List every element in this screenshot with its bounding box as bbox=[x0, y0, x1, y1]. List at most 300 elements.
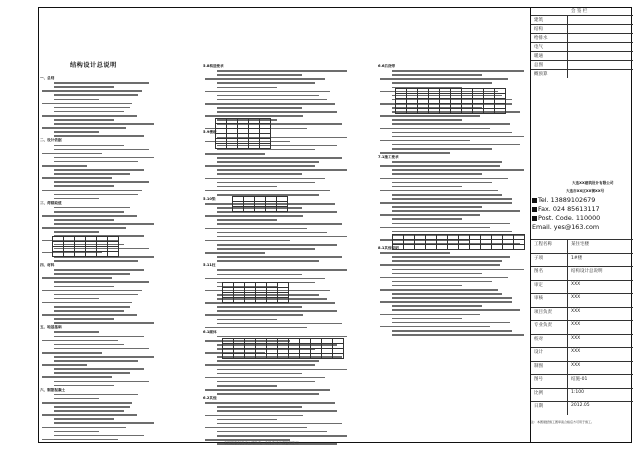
text-bar bbox=[54, 207, 130, 209]
text-bar bbox=[217, 419, 277, 421]
text-bar bbox=[54, 211, 124, 213]
countersign-row bbox=[531, 42, 633, 51]
countersign-label: 暖通 bbox=[534, 54, 543, 59]
text-bar bbox=[54, 368, 144, 370]
company-stamp bbox=[532, 178, 630, 236]
company-tel: Tel. 13889102679 bbox=[532, 196, 595, 204]
text-bar bbox=[392, 269, 524, 271]
text-bar bbox=[54, 86, 114, 88]
info-label: 审核 bbox=[534, 296, 543, 301]
countersign-row bbox=[531, 69, 633, 78]
text-bar bbox=[42, 190, 142, 192]
text-bar bbox=[392, 173, 482, 175]
text-bar bbox=[205, 252, 265, 254]
countersign-label: 电气 bbox=[534, 45, 543, 50]
text-bar bbox=[392, 136, 524, 138]
text-bar bbox=[380, 301, 512, 303]
text-bar bbox=[42, 314, 137, 316]
info-label: 制图 bbox=[534, 363, 543, 369]
info-value: XXX bbox=[571, 349, 581, 354]
text-bar bbox=[217, 87, 277, 89]
text-bar bbox=[392, 318, 462, 320]
info-label: 专业负责 bbox=[534, 323, 552, 328]
text-bar bbox=[205, 364, 315, 366]
company-address: 大连市XX区XX街XX号 bbox=[566, 189, 605, 193]
text-bar bbox=[42, 302, 132, 304]
text-bar bbox=[217, 423, 342, 425]
text-bar bbox=[217, 310, 337, 312]
text-bar bbox=[54, 318, 114, 320]
load-table bbox=[52, 236, 119, 257]
countersign-label: 结构 bbox=[534, 27, 543, 32]
text-bar bbox=[380, 140, 470, 142]
row-divider bbox=[567, 52, 568, 60]
info-value: XXX bbox=[571, 281, 581, 287]
text-bar bbox=[380, 227, 490, 229]
text-bar bbox=[54, 173, 130, 175]
text-bar bbox=[217, 431, 327, 433]
text-bar bbox=[54, 260, 138, 262]
text-bar bbox=[54, 157, 154, 159]
countersign-label: 概预算 bbox=[534, 72, 548, 77]
text-bar bbox=[380, 178, 508, 180]
text-bar bbox=[217, 111, 337, 113]
text-bar bbox=[42, 227, 126, 229]
text-bar bbox=[392, 218, 462, 220]
text-bar bbox=[217, 256, 342, 258]
text-bar bbox=[217, 373, 302, 375]
text-bar bbox=[54, 273, 130, 275]
info-label: 项目负责 bbox=[534, 309, 552, 315]
text-bar bbox=[54, 381, 149, 383]
text-bar bbox=[392, 293, 502, 295]
text-bar bbox=[380, 115, 480, 117]
text-bar bbox=[205, 190, 330, 192]
text-bar bbox=[380, 314, 480, 316]
text-bar bbox=[54, 418, 114, 420]
text-bar bbox=[205, 415, 303, 417]
text-bar bbox=[54, 286, 114, 288]
company-fax: Fax. 024 85613117 bbox=[532, 205, 600, 213]
text-bar bbox=[54, 131, 99, 133]
countersign-row bbox=[531, 33, 633, 42]
text-bar bbox=[54, 281, 149, 283]
text-bar bbox=[54, 406, 130, 408]
text-bar bbox=[54, 194, 138, 196]
text-bar bbox=[54, 310, 124, 312]
row-divider bbox=[567, 254, 568, 267]
text-bar bbox=[205, 215, 303, 217]
text-bar bbox=[54, 107, 130, 109]
text-bar bbox=[54, 185, 114, 187]
countersign-row bbox=[531, 24, 633, 33]
row-divider bbox=[567, 281, 568, 294]
text-bar bbox=[42, 90, 142, 92]
text-bar bbox=[380, 152, 450, 154]
text-bar bbox=[54, 82, 149, 84]
row-divider bbox=[567, 267, 568, 280]
text-bar bbox=[380, 264, 500, 266]
text-bar bbox=[42, 215, 137, 217]
text-bar bbox=[42, 352, 102, 354]
text-bar bbox=[54, 336, 144, 338]
info-label: 日期 bbox=[534, 404, 543, 409]
text-bar bbox=[392, 119, 462, 121]
notes-column-1 bbox=[40, 76, 158, 442]
text-bar bbox=[205, 78, 325, 80]
text-bar bbox=[380, 128, 490, 130]
text-bar bbox=[205, 389, 330, 391]
row-divider bbox=[567, 348, 568, 361]
text-line bbox=[40, 438, 158, 442]
section-heading: 6.2其他 bbox=[203, 396, 217, 401]
text-bar bbox=[54, 394, 138, 396]
text-bar bbox=[54, 360, 138, 362]
text-bar bbox=[217, 435, 347, 437]
text-bar bbox=[205, 377, 325, 379]
text-bar bbox=[54, 111, 124, 113]
text-bar bbox=[380, 214, 480, 216]
text-bar bbox=[42, 290, 142, 292]
text-bar bbox=[217, 161, 319, 163]
text-bar bbox=[54, 431, 99, 433]
text-bar bbox=[54, 306, 130, 308]
text-bar bbox=[54, 331, 99, 333]
text-bar bbox=[217, 369, 347, 371]
post-icon bbox=[532, 216, 537, 221]
anchor-table bbox=[222, 338, 344, 359]
text-bar bbox=[42, 153, 102, 155]
text-bar bbox=[54, 135, 144, 137]
text-bar bbox=[217, 107, 302, 109]
text-bar bbox=[217, 306, 302, 308]
text-bar bbox=[42, 103, 132, 105]
text-bar bbox=[392, 132, 512, 134]
info-row bbox=[531, 361, 633, 375]
section-heading: 6.6后浇带 bbox=[378, 64, 396, 68]
text-bar bbox=[217, 381, 315, 383]
text-bar bbox=[392, 148, 492, 150]
info-value: XXX bbox=[571, 362, 581, 368]
text-bar bbox=[42, 277, 112, 279]
page-footer: 本图纸版权归本公司所有，未经许可不得复制使用 bbox=[224, 441, 299, 445]
info-row bbox=[531, 374, 633, 388]
text-bar bbox=[392, 285, 462, 287]
text-bar bbox=[54, 372, 130, 374]
text-bar bbox=[217, 232, 327, 234]
info-row bbox=[531, 307, 633, 321]
text-bar bbox=[217, 236, 347, 238]
countersign-header: 会 签 栏 bbox=[571, 9, 588, 14]
text-bar bbox=[217, 70, 347, 72]
text-bar bbox=[392, 260, 502, 262]
text-bar bbox=[217, 244, 337, 246]
text-bar bbox=[380, 190, 498, 192]
text-bar bbox=[205, 103, 335, 105]
text-bar bbox=[42, 439, 118, 441]
info-row bbox=[531, 334, 633, 348]
row-divider bbox=[567, 43, 568, 51]
text-bar bbox=[392, 223, 510, 225]
rebar-table bbox=[222, 282, 289, 303]
row-divider bbox=[567, 389, 568, 402]
text-bar bbox=[42, 364, 87, 366]
lap-length-table bbox=[395, 88, 506, 114]
text-bar bbox=[217, 274, 302, 276]
info-value: 1:100 bbox=[571, 389, 584, 395]
section-heading: 二、设计依据 bbox=[40, 138, 62, 143]
info-row bbox=[531, 266, 633, 280]
countersign-row bbox=[531, 15, 633, 24]
text-bar bbox=[392, 169, 524, 171]
text-bar bbox=[205, 115, 303, 117]
info-row bbox=[531, 293, 633, 307]
text-bar bbox=[42, 165, 87, 167]
section-heading: 5.10梁 bbox=[203, 196, 216, 201]
info-value: XXX bbox=[571, 322, 581, 327]
text-bar bbox=[392, 182, 492, 184]
section-heading: 四、材料 bbox=[40, 262, 55, 267]
text-bar bbox=[392, 194, 502, 196]
countersign-label: 建筑 bbox=[534, 18, 543, 23]
text-bar bbox=[54, 99, 99, 101]
phone-icon bbox=[532, 198, 537, 203]
info-label: 图号 bbox=[534, 377, 543, 382]
info-row bbox=[531, 388, 633, 402]
text-bar bbox=[392, 231, 512, 233]
text-bar bbox=[380, 78, 508, 80]
row-divider bbox=[567, 240, 568, 253]
info-label: 审定 bbox=[534, 282, 543, 288]
text-bar bbox=[380, 277, 508, 279]
text-bar bbox=[54, 398, 99, 400]
section-heading: 7.1施工要求 bbox=[378, 154, 399, 159]
text-bar bbox=[392, 273, 482, 275]
info-value: XXX bbox=[571, 295, 581, 300]
text-bar bbox=[392, 186, 462, 188]
text-bar bbox=[205, 178, 325, 180]
section-heading: 5.9楼板 bbox=[203, 130, 217, 135]
info-row bbox=[531, 401, 633, 415]
text-bar bbox=[54, 298, 99, 300]
text-bar bbox=[392, 206, 482, 208]
row-divider bbox=[567, 321, 568, 334]
text-bar bbox=[205, 91, 330, 93]
info-row bbox=[531, 280, 633, 294]
text-bar bbox=[392, 144, 520, 146]
text-bar bbox=[54, 94, 138, 96]
info-label: 工程名称 bbox=[534, 242, 552, 247]
section-heading: 一、总则 bbox=[40, 76, 55, 80]
text-bar bbox=[380, 252, 450, 254]
row-divider bbox=[567, 70, 568, 78]
info-label: 子项 bbox=[534, 255, 543, 261]
text-bar bbox=[392, 198, 512, 200]
text-bar bbox=[205, 327, 307, 329]
section-heading: 三、荷载取值 bbox=[40, 200, 62, 205]
text-bar bbox=[217, 393, 319, 395]
text-bar bbox=[205, 228, 307, 230]
info-value: XXX bbox=[571, 335, 581, 341]
text-bar bbox=[392, 305, 482, 307]
text-bar bbox=[54, 169, 144, 171]
document-title: 结构设计总说明 bbox=[70, 62, 117, 69]
info-value: 结构设计总说明 bbox=[571, 269, 603, 274]
concrete-table bbox=[232, 196, 288, 212]
countersign-label: 总图 bbox=[534, 63, 543, 68]
text-bar bbox=[217, 173, 302, 175]
text-bar bbox=[380, 326, 490, 328]
text-bar bbox=[205, 427, 307, 429]
text-bar bbox=[205, 240, 290, 242]
text-bar bbox=[42, 177, 112, 179]
title-block-note: 注：本图须经施工图审查合格后方可用于施工。 bbox=[531, 420, 595, 424]
text-bar bbox=[217, 182, 315, 184]
text-bar bbox=[54, 348, 149, 350]
text-bar bbox=[392, 123, 510, 125]
text-bar bbox=[392, 70, 524, 72]
text-bar bbox=[217, 385, 277, 387]
text-bar bbox=[54, 223, 154, 225]
info-value: 结施-01 bbox=[571, 377, 588, 382]
row-divider bbox=[567, 308, 568, 321]
text-bar bbox=[217, 260, 319, 262]
info-value: 1#楼 bbox=[571, 255, 583, 261]
row-divider bbox=[567, 16, 568, 24]
text-bar bbox=[42, 427, 126, 429]
text-bar bbox=[217, 82, 315, 84]
text-bar bbox=[392, 210, 520, 212]
text-bar bbox=[217, 360, 319, 362]
info-value: 2012.05 bbox=[571, 403, 590, 408]
row-divider bbox=[567, 25, 568, 33]
text-bar bbox=[217, 95, 319, 97]
text-bar bbox=[217, 74, 302, 76]
row-divider bbox=[567, 294, 568, 307]
text-bar bbox=[380, 289, 498, 291]
text-bar bbox=[217, 99, 327, 101]
text-bar bbox=[392, 322, 510, 324]
section-heading: 五、地基基础 bbox=[40, 325, 62, 330]
text-bar bbox=[54, 269, 144, 271]
info-label: 比例 bbox=[534, 390, 543, 396]
countersign-row bbox=[531, 51, 633, 60]
text-bar bbox=[54, 385, 114, 387]
text-bar bbox=[54, 410, 124, 412]
info-label: 设计 bbox=[534, 350, 543, 355]
text-bar bbox=[54, 161, 138, 163]
row-divider bbox=[567, 335, 568, 348]
text-bar bbox=[54, 422, 154, 424]
info-row bbox=[531, 253, 633, 267]
company-email: Email. yes@163.com bbox=[532, 223, 600, 231]
text-bar bbox=[42, 402, 132, 404]
text-bar bbox=[54, 231, 99, 233]
text-bar bbox=[54, 181, 149, 183]
info-row bbox=[531, 239, 633, 253]
text-bar bbox=[42, 127, 126, 129]
text-bar bbox=[205, 278, 325, 280]
text-bar bbox=[217, 248, 315, 250]
text-bar bbox=[392, 334, 524, 336]
text-bar bbox=[217, 323, 342, 325]
cover-table bbox=[392, 234, 525, 250]
text-bar bbox=[392, 309, 520, 311]
company-post: Post. Code. 110000 bbox=[532, 214, 600, 222]
text-bar bbox=[54, 119, 114, 121]
text-bar bbox=[205, 402, 335, 404]
info-value: 某住宅楼 bbox=[571, 242, 589, 247]
text-bar bbox=[392, 161, 502, 163]
company-name: 大连XX建筑设计有限公司 bbox=[572, 181, 614, 185]
text-bar bbox=[54, 356, 154, 358]
text-bar bbox=[380, 165, 500, 167]
row-divider bbox=[567, 61, 568, 69]
row-divider bbox=[567, 362, 568, 375]
section-heading: 六、钢筋混凝土 bbox=[40, 387, 66, 392]
text-bar bbox=[217, 149, 315, 151]
text-bar bbox=[217, 406, 302, 408]
text-bar bbox=[217, 319, 277, 321]
text-bar bbox=[205, 314, 303, 316]
text-bar bbox=[205, 153, 265, 155]
text-bar bbox=[392, 256, 510, 258]
row-divider bbox=[567, 34, 568, 42]
section-heading: 8.1其他说明 bbox=[378, 245, 399, 250]
text-bar bbox=[54, 322, 154, 324]
info-row bbox=[531, 347, 633, 361]
text-bar bbox=[54, 344, 124, 346]
text-bar bbox=[392, 281, 492, 283]
text-bar bbox=[217, 186, 277, 188]
text-bar bbox=[217, 157, 342, 159]
text-bar bbox=[54, 123, 154, 125]
text-bar bbox=[42, 376, 112, 378]
text-bar bbox=[54, 435, 144, 437]
section-heading: 5.8构造要求 bbox=[203, 64, 224, 68]
text-bar bbox=[54, 294, 138, 296]
text-bar bbox=[42, 115, 137, 117]
text-bar bbox=[217, 219, 277, 221]
countersign-row bbox=[531, 60, 633, 69]
text-bar bbox=[217, 410, 337, 412]
text-bar bbox=[54, 198, 99, 200]
text-bar bbox=[392, 82, 492, 84]
row-divider bbox=[567, 375, 568, 388]
text-bar bbox=[380, 202, 512, 204]
text-bar bbox=[392, 74, 482, 76]
text-bar bbox=[42, 414, 137, 416]
info-row bbox=[531, 320, 633, 334]
info-value: XXX bbox=[571, 308, 581, 314]
text-bar bbox=[54, 145, 124, 147]
text-bar bbox=[217, 269, 347, 271]
row-divider bbox=[567, 402, 568, 415]
text-bar bbox=[205, 165, 315, 167]
info-label: 图名 bbox=[534, 269, 543, 274]
text-bar bbox=[217, 169, 347, 171]
text-bar bbox=[217, 223, 342, 225]
text-bar bbox=[392, 297, 512, 299]
fax-icon bbox=[532, 207, 537, 212]
material-table bbox=[215, 118, 271, 149]
info-label: 校对 bbox=[534, 336, 543, 342]
text-line bbox=[378, 333, 526, 337]
text-bar bbox=[54, 149, 149, 151]
text-bar bbox=[54, 219, 114, 221]
text-bar bbox=[42, 340, 118, 342]
section-heading: 5.11柱 bbox=[203, 263, 216, 268]
